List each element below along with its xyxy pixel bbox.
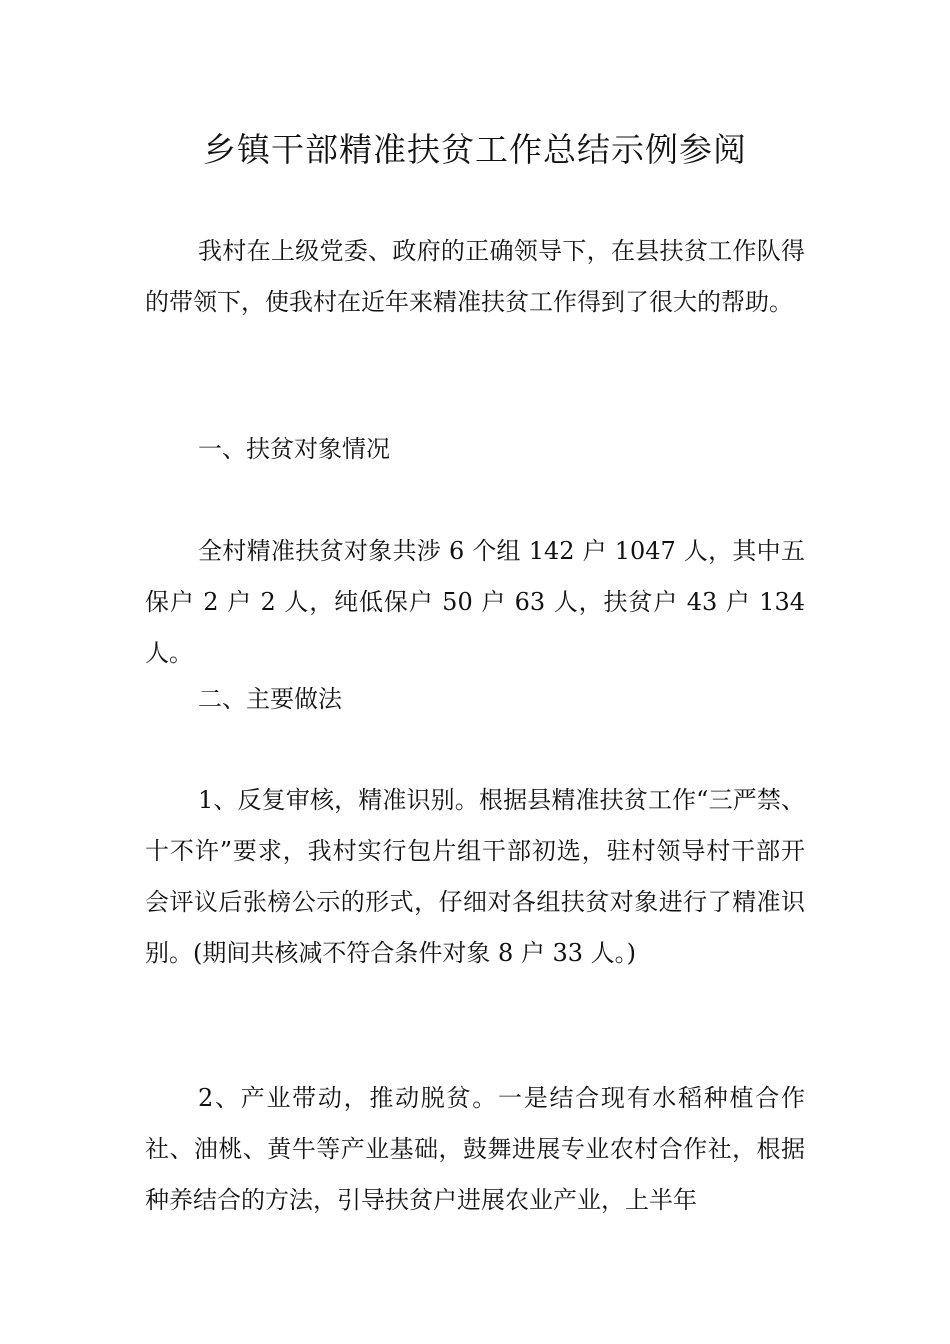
method-item-2-paragraph: 2、产业带动，推动脱贫。一是结合现有水稻种植合作社、油桃、黄牛等产业基础，鼓舞进展专业农村合作社，根据种养结合的方法，引导扶贫户进展农业产业，上半年 (145, 1084, 805, 1214)
section-heading-methods: 二、主要做法 (198, 685, 342, 713)
targets-paragraph: 全村精准扶贫对象共涉 6 个组 142 户 1047 人，其中五保户 2 户 2 人，纯低保户 50 户 63 人，扶贫户 43 户 134 人。 (145, 537, 805, 667)
section-heading-targets: 一、扶贫对象情况 (198, 435, 390, 463)
method-item-1-paragraph: 1、反复审核，精准识别。根据县精准扶贫工作“三严禁、十不许”要求，我村实行包片组干部初选，驻村领导村干部开会评议后张榜公示的形式，仔细对各组扶贫对象进行了精准识别。(期间共核减不符合条件对象 8 户 33 人。) (145, 786, 805, 967)
document-title: 乡镇干部精准扶贫工作总结示例参阅 (203, 130, 747, 169)
intro-paragraph: 我村在上级党委、政府的正确领导下，在县扶贫工作队得的带领下，使我村在近年来精准扶贫工作得到了很大的帮助。 (145, 237, 805, 316)
